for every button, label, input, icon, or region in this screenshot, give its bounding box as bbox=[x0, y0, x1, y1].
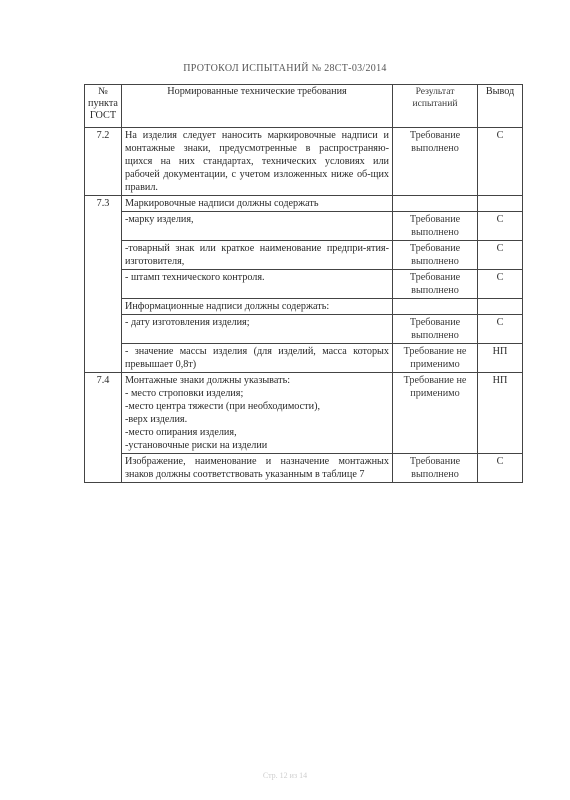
test-result: Требование выполнено bbox=[393, 315, 478, 344]
requirement-text: - дату изготовления изделия; bbox=[122, 315, 393, 344]
table-row bbox=[85, 299, 523, 315]
requirement-line: -верх изделия. bbox=[125, 414, 188, 425]
requirement-line: - место строповки изделия; bbox=[125, 388, 244, 399]
test-result bbox=[393, 196, 478, 212]
table-row bbox=[85, 315, 523, 344]
requirement-text: - штамп технического контроля. bbox=[122, 270, 393, 299]
page-number-footer: Стр. 12 из 14 bbox=[262, 771, 308, 780]
header-test-result: Результат испытаний bbox=[393, 85, 478, 128]
requirement-text: На изделия следует наносить маркировочные надписи и монтажные знаки, предусмотренные в распространяю-щихся на них стандартах, технических условиях или рабочей документации, с учетом изложенных ниже об-щих правил. bbox=[122, 128, 393, 196]
requirement-text: Информационные надписи должны содержать: bbox=[122, 299, 393, 315]
clause-number: 7.3 bbox=[85, 196, 122, 373]
test-result: Требование не применимо bbox=[393, 373, 478, 454]
page-title: ПРОТОКОЛ ИСПЫТАНИЙ № 28СТ-03/2014 bbox=[183, 63, 387, 74]
table-row bbox=[85, 241, 523, 270]
table-row bbox=[85, 128, 523, 196]
conclusion: С bbox=[478, 270, 523, 299]
requirement-text bbox=[122, 373, 393, 454]
clause-number: 7.2 bbox=[85, 128, 122, 196]
table-row bbox=[85, 212, 523, 241]
header-clause-number: № пункта ГОСТ bbox=[85, 85, 122, 128]
test-result: Требование выполнено bbox=[393, 128, 478, 196]
header-conclusion: Вывод bbox=[478, 85, 523, 128]
conclusion: НП bbox=[478, 344, 523, 373]
table-row bbox=[85, 454, 523, 483]
conclusion bbox=[478, 299, 523, 315]
requirement-text: Изображение, наименование и назначение монтажных знаков должны соответствовать указанным в таблице 7 bbox=[122, 454, 393, 483]
conclusion bbox=[478, 196, 523, 212]
table-header-row bbox=[85, 85, 523, 128]
conclusion: НП bbox=[478, 373, 523, 454]
requirement-line: -установочные риски на изделии bbox=[125, 440, 268, 451]
test-result: Требование не применимо bbox=[393, 344, 478, 373]
table-row bbox=[85, 196, 523, 212]
requirement-text: -марку изделия, bbox=[122, 212, 393, 241]
test-protocol-table bbox=[84, 84, 523, 483]
test-result: Требование выполнено bbox=[393, 241, 478, 270]
requirement-line: Монтажные знаки должны указывать: bbox=[125, 375, 291, 386]
test-result: Требование выполнено bbox=[393, 212, 478, 241]
conclusion: С bbox=[478, 315, 523, 344]
header-requirements: Нормированные технические требования bbox=[122, 85, 393, 128]
requirement-text: -товарный знак или краткое наименование предпри-ятия-изготовителя, bbox=[122, 241, 393, 270]
requirement-line: -место центра тяжести (при необходимости), bbox=[125, 401, 321, 412]
table-row bbox=[85, 270, 523, 299]
test-result: Требование выполнено bbox=[393, 270, 478, 299]
requirement-text: Маркировочные надписи должны содержать bbox=[122, 196, 393, 212]
conclusion: С bbox=[478, 241, 523, 270]
test-result bbox=[393, 299, 478, 315]
requirement-line: -место опирания изделия, bbox=[125, 427, 237, 438]
conclusion: С bbox=[478, 128, 523, 196]
conclusion: С bbox=[478, 454, 523, 483]
table-row bbox=[85, 373, 523, 454]
requirement-text: - значение массы изделия (для изделий, масса которых превышает 0,8т) bbox=[122, 344, 393, 373]
table-row bbox=[85, 344, 523, 373]
test-result: Требование выполнено bbox=[393, 454, 478, 483]
conclusion: С bbox=[478, 212, 523, 241]
clause-number: 7.4 bbox=[85, 373, 122, 483]
